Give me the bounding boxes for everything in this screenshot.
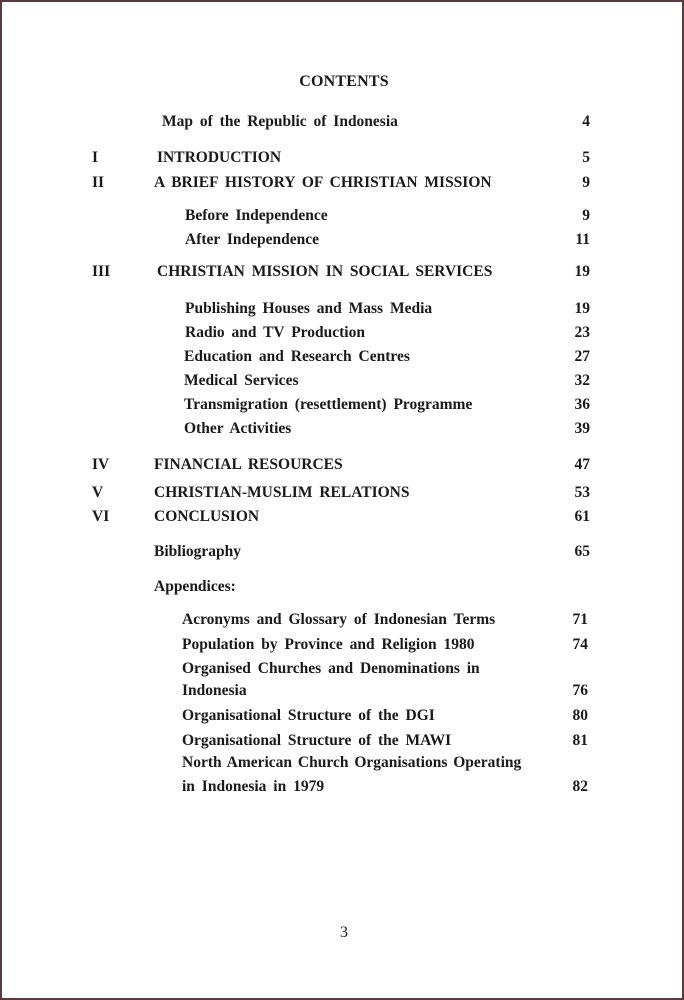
toc-section xyxy=(2,396,684,416)
entry-page: 27 xyxy=(574,348,590,365)
entry-page: 65 xyxy=(574,543,590,560)
toc-appendix xyxy=(2,707,684,727)
chapter-number: III xyxy=(92,263,111,280)
entry-label: Acronyms and Glossary of Indonesian Terms xyxy=(182,611,496,628)
toc-chapter xyxy=(2,263,684,283)
toc-entry-bibliography xyxy=(2,543,684,563)
entry-label: INTRODUCTION xyxy=(157,149,282,166)
toc-section xyxy=(2,300,684,320)
toc-appendix xyxy=(2,732,684,752)
entry-page: 82 xyxy=(572,778,588,795)
entry-label: Before Independence xyxy=(185,207,328,224)
toc-appendices-heading xyxy=(2,578,684,598)
entry-page: 23 xyxy=(574,324,590,341)
entry-page: 19 xyxy=(574,263,590,280)
entry-label: After Independence xyxy=(185,231,320,248)
entry-page: 74 xyxy=(572,636,588,653)
entry-label: Organisational Structure of the MAWI xyxy=(182,732,452,749)
toc-appendix xyxy=(2,778,684,798)
entry-page: 9 xyxy=(582,207,590,224)
entry-label: Map of the Republic of Indonesia xyxy=(162,113,398,130)
toc-entry-map xyxy=(2,113,684,133)
entry-page: 36 xyxy=(574,396,590,413)
chapter-number: I xyxy=(92,149,99,166)
entry-label: Education and Research Centres xyxy=(184,348,410,365)
entry-page: 5 xyxy=(582,149,590,166)
toc-section xyxy=(2,372,684,392)
entry-label: Organisational Structure of the DGI xyxy=(182,707,435,724)
entry-page: 61 xyxy=(574,508,590,525)
toc-section xyxy=(2,420,684,440)
entry-page: 76 xyxy=(572,682,588,699)
entry-label: CONCLUSION xyxy=(154,508,260,525)
toc-appendix xyxy=(2,611,684,631)
entry-page: 11 xyxy=(575,231,590,248)
toc-appendix xyxy=(2,754,684,774)
chapter-number: V xyxy=(92,484,104,501)
toc-section xyxy=(2,324,684,344)
entry-page: 53 xyxy=(574,484,590,501)
entry-page: 32 xyxy=(574,372,590,389)
chapter-number: II xyxy=(92,174,105,191)
entry-label: Other Activities xyxy=(184,420,292,437)
chapter-number: VI xyxy=(92,508,110,525)
toc-chapter xyxy=(2,456,684,476)
entry-label: Medical Services xyxy=(184,372,299,389)
entry-label: Bibliography xyxy=(154,543,241,560)
toc-appendix xyxy=(2,682,684,702)
entry-label: FINANCIAL RESOURCES xyxy=(154,456,343,473)
entry-label: Appendices: xyxy=(154,578,236,595)
toc-section xyxy=(2,207,684,227)
entry-label: Radio and TV Production xyxy=(185,324,365,341)
entry-page: 39 xyxy=(574,420,590,437)
entry-page: 81 xyxy=(572,732,588,749)
toc-appendix xyxy=(2,660,684,680)
toc-section xyxy=(2,348,684,368)
toc-section xyxy=(2,231,684,251)
entry-label: CHRISTIAN-MUSLIM RELATIONS xyxy=(154,484,410,501)
entry-label: CHRISTIAN MISSION IN SOCIAL SERVICES xyxy=(157,263,493,280)
entry-label: A BRIEF HISTORY OF CHRISTIAN MISSION xyxy=(154,174,492,191)
entry-label: in Indonesia in 1979 xyxy=(182,778,325,795)
entry-label: North American Church Organisations Operating xyxy=(182,754,522,771)
entry-page: 19 xyxy=(574,300,590,317)
entry-page: 47 xyxy=(574,456,590,473)
entry-label: Organised Churches and Denominations in xyxy=(182,660,480,677)
entry-page: 9 xyxy=(582,174,590,191)
entry-label: Population by Province and Religion 1980 xyxy=(182,636,475,653)
entry-label: Publishing Houses and Mass Media xyxy=(185,300,433,317)
toc-chapter xyxy=(2,174,684,194)
toc-chapter xyxy=(2,484,684,504)
contents-heading: CONTENTS xyxy=(299,73,389,90)
entry-label: Transmigration (resettlement) Programme xyxy=(184,396,473,413)
page-number: 3 xyxy=(340,924,348,941)
entry-page: 4 xyxy=(582,113,590,130)
entry-page: 71 xyxy=(572,611,588,628)
entry-label: Indonesia xyxy=(182,682,247,699)
toc-chapter xyxy=(2,149,684,169)
chapter-number: IV xyxy=(92,456,110,473)
toc-chapter xyxy=(2,508,684,528)
entry-page: 80 xyxy=(572,707,588,724)
toc-appendix xyxy=(2,636,684,656)
